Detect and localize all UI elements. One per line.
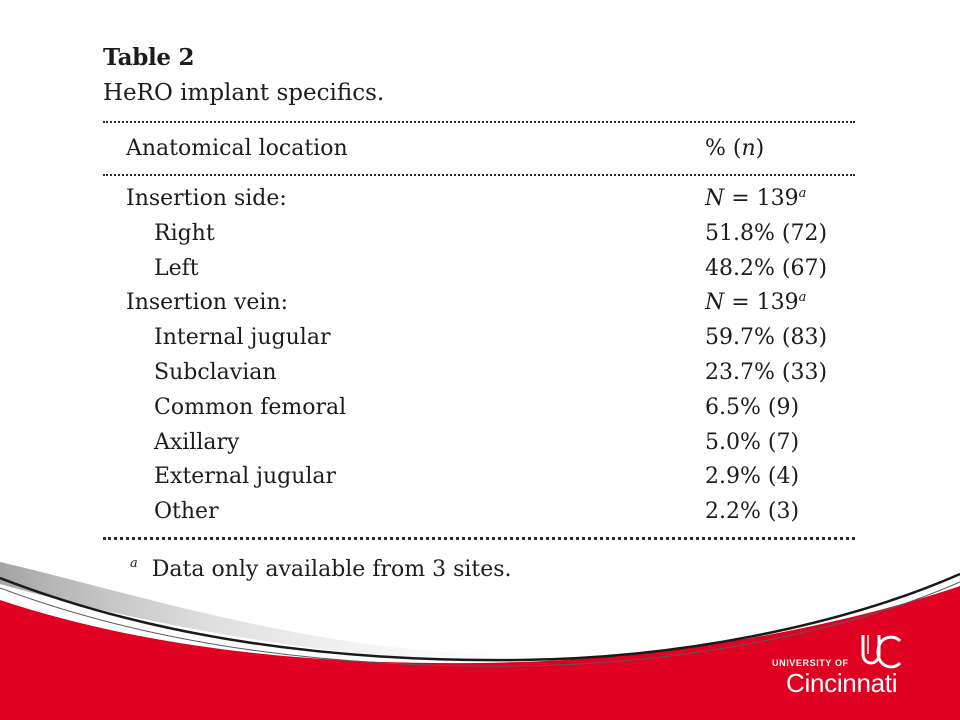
row-label: External jugular: [154, 464, 337, 490]
row-label: Insertion side:: [126, 186, 287, 211]
table-row-subclavian: [100, 360, 870, 395]
row-value: 6.5% (9): [705, 394, 800, 420]
table-row-other: [100, 499, 870, 534]
footnote-mark: a: [798, 290, 807, 306]
table-row-insertion-side: [100, 186, 870, 221]
table-row-common-femoral: [100, 395, 870, 430]
top-rule: [103, 121, 855, 123]
row-value: 59.7% (83): [705, 325, 828, 351]
row-label: Right: [154, 220, 215, 246]
n-symbol: N: [705, 290, 725, 316]
row-value: 2.2% (3): [705, 499, 800, 525]
row-label: Other: [154, 499, 219, 525]
row-value: 23.7% (33): [705, 359, 828, 385]
table-row-axillary: [100, 430, 870, 465]
row-label: Insertion vein:: [126, 290, 289, 316]
table-body: [100, 186, 870, 534]
row-label: Left: [154, 255, 199, 281]
table-row-left: [100, 256, 870, 291]
header-percent-prefix: % (: [705, 136, 742, 161]
n-symbol: N: [705, 186, 725, 211]
footnote-mark: a: [798, 186, 807, 201]
row-value: 51.8% (72): [705, 220, 828, 246]
table-row-internal-jugular: [100, 325, 870, 360]
row-label: Common femoral: [154, 394, 347, 420]
row-label: Internal jugular: [154, 325, 331, 351]
n-count: = 139: [724, 186, 799, 211]
table-row-right: [100, 221, 870, 256]
table-caption: HeRO implant specifics.: [103, 80, 385, 106]
university-of-label: UNIVERSITY OF: [772, 658, 849, 668]
header-rule: [103, 174, 855, 176]
header-anatomical-location: Anatomical location: [126, 136, 348, 161]
header-percent-suffix: ): [755, 136, 765, 161]
row-value: 48.2% (67): [705, 255, 828, 281]
scanned-table: [100, 40, 870, 600]
n-count: = 139: [724, 290, 799, 316]
table-row-external-jugular: [100, 464, 870, 499]
table-title: Table 2: [103, 44, 195, 71]
row-n-value: [705, 290, 806, 315]
university-logo: [770, 636, 930, 700]
uc-monogram-icon: [858, 632, 904, 672]
row-value: 5.0% (7): [705, 429, 800, 455]
header-percent-n: [705, 136, 764, 161]
row-value: 2.9% (4): [705, 464, 800, 490]
row-n-value: [705, 186, 806, 211]
row-label: Subclavian: [154, 359, 277, 385]
row-label: Axillary: [154, 429, 240, 455]
footnote-mark: a: [130, 556, 138, 571]
footnote-text: Data only available from 3 sites.: [151, 557, 512, 582]
table-row-insertion-vein: [100, 290, 870, 325]
header-n-italic: n: [741, 136, 756, 161]
university-name: Cincinnati: [786, 668, 898, 698]
